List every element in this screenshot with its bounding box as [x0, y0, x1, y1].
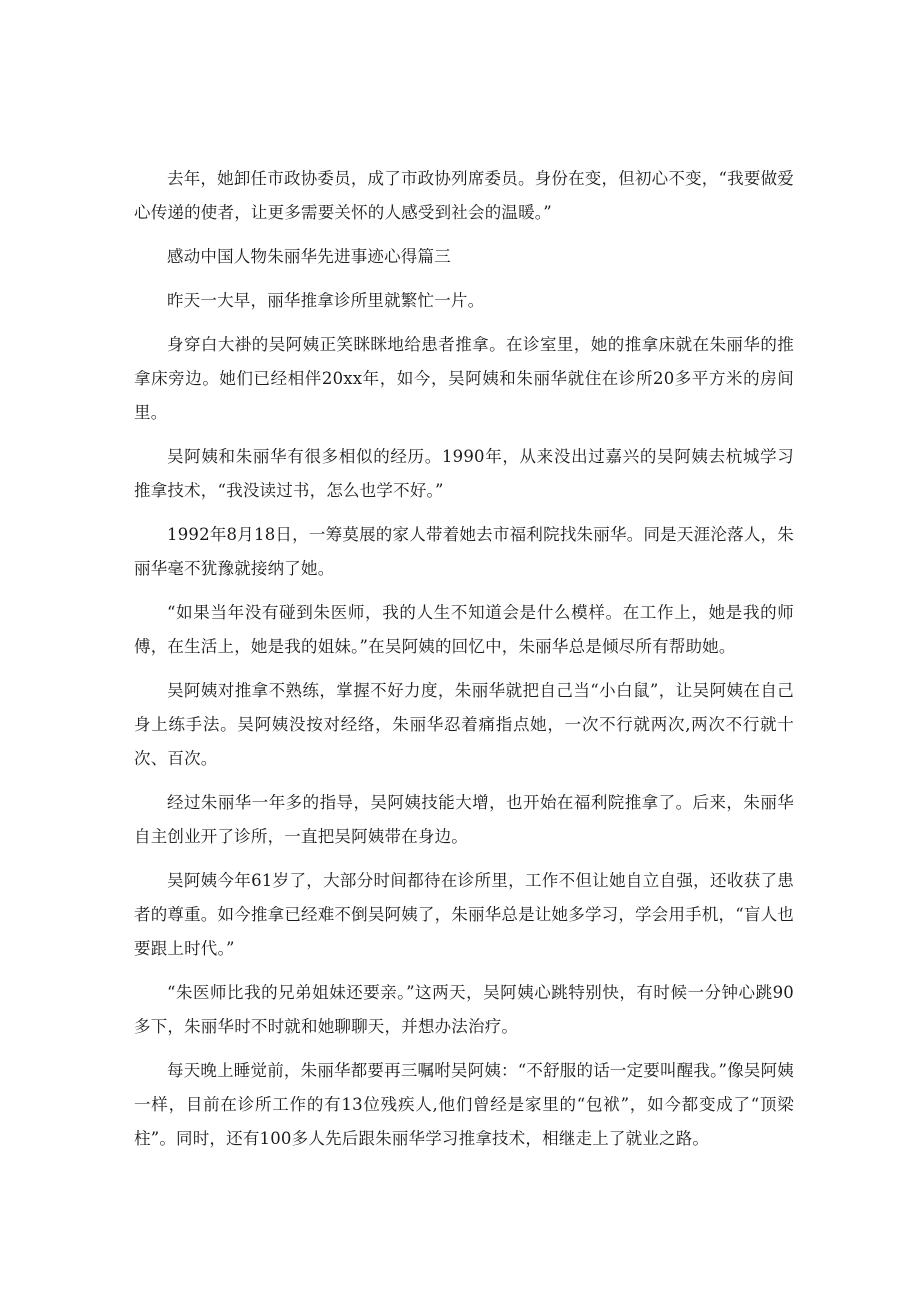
paragraph: 吴阿姨和朱丽华有很多相似的经历。1990年，从来没出过嘉兴的吴阿姨去杭城学习推拿技术，“我没读过书，怎么也学不好。” — [134, 447, 794, 500]
paragraph-quote: “朱医师比我的兄弟姐妹还要亲。”这两天，吴阿姨心跳特别快，有时候一分钟心跳90多下，朱丽华时不时就和她聊聊天，并想办法治疗。 — [134, 983, 794, 1036]
paragraph: 身穿白大褂的吴阿姨正笑眯眯地给患者推拿。在诊室里，她的推拿床就在朱丽华的推拿床旁边。她们已经相伴20xx年，如今，吴阿姨和朱丽华就住在诊所20多平方米的房间里。 — [134, 335, 794, 422]
paragraph: 1992年8月18日，一筹莫展的家人带着她去市福利院找朱丽华。同是天涯沦落人，朱丽华毫不犹豫就接纳了她。 — [134, 525, 794, 578]
paragraph: 每天晚上睡觉前，朱丽华都要再三嘱咐吴阿姨：“不舒服的话一定要叫醒我。”像吴阿姨一样，目前在诊所工作的有13位残疾人,他们曾经是家里的“包袱”，如今都变成了“顶梁柱”。同时，还有100多人先后跟朱丽华学习推拿技术，相继走上了就业之路。 — [134, 1061, 794, 1148]
paragraph-quote: “如果当年没有碰到朱医师，我的人生不知道会是什么模样。在工作上，她是我的师傅，在生活上，她是我的姐妹。”在吴阿姨的回忆中，朱丽华总是倾尽所有帮助她。 — [134, 603, 794, 656]
document-body — [134, 162, 794, 1166]
section-heading: 感动中国人物朱丽华先进事迹心得篇三 — [167, 247, 451, 266]
paragraph: 经过朱丽华一年多的指导，吴阿姨技能大增，也开始在福利院推拿了。后来，朱丽华自主创业开了诊所，一直把吴阿姨带在身边。 — [134, 793, 794, 846]
paragraph: 吴阿姨对推拿不熟练，掌握不好力度，朱丽华就把自己当“小白鼠”，让吴阿姨在自己身上练手法。吴阿姨没按对经络，朱丽华忍着痛指点她，一次不行就两次,两次不行就十次、百次。 — [134, 681, 794, 768]
paragraph-intro: 去年，她卸任市政协委员，成了市政协列席委员。身份在变，但初心不变，“我要做爱心传递的使者，让更多需要关怀的人感受到社会的温暖。” — [134, 169, 794, 222]
paragraph: 吴阿姨今年61岁了，大部分时间都待在诊所里，工作不但让她自立自强，还收获了患者的尊重。如今推拿已经难不倒吴阿姨了，朱丽华总是让她多学习，学会用手机，“盲人也要跟上时代。” — [134, 871, 794, 958]
paragraph: 昨天一大早，丽华推拿诊所里就繁忙一片。 — [167, 291, 485, 310]
